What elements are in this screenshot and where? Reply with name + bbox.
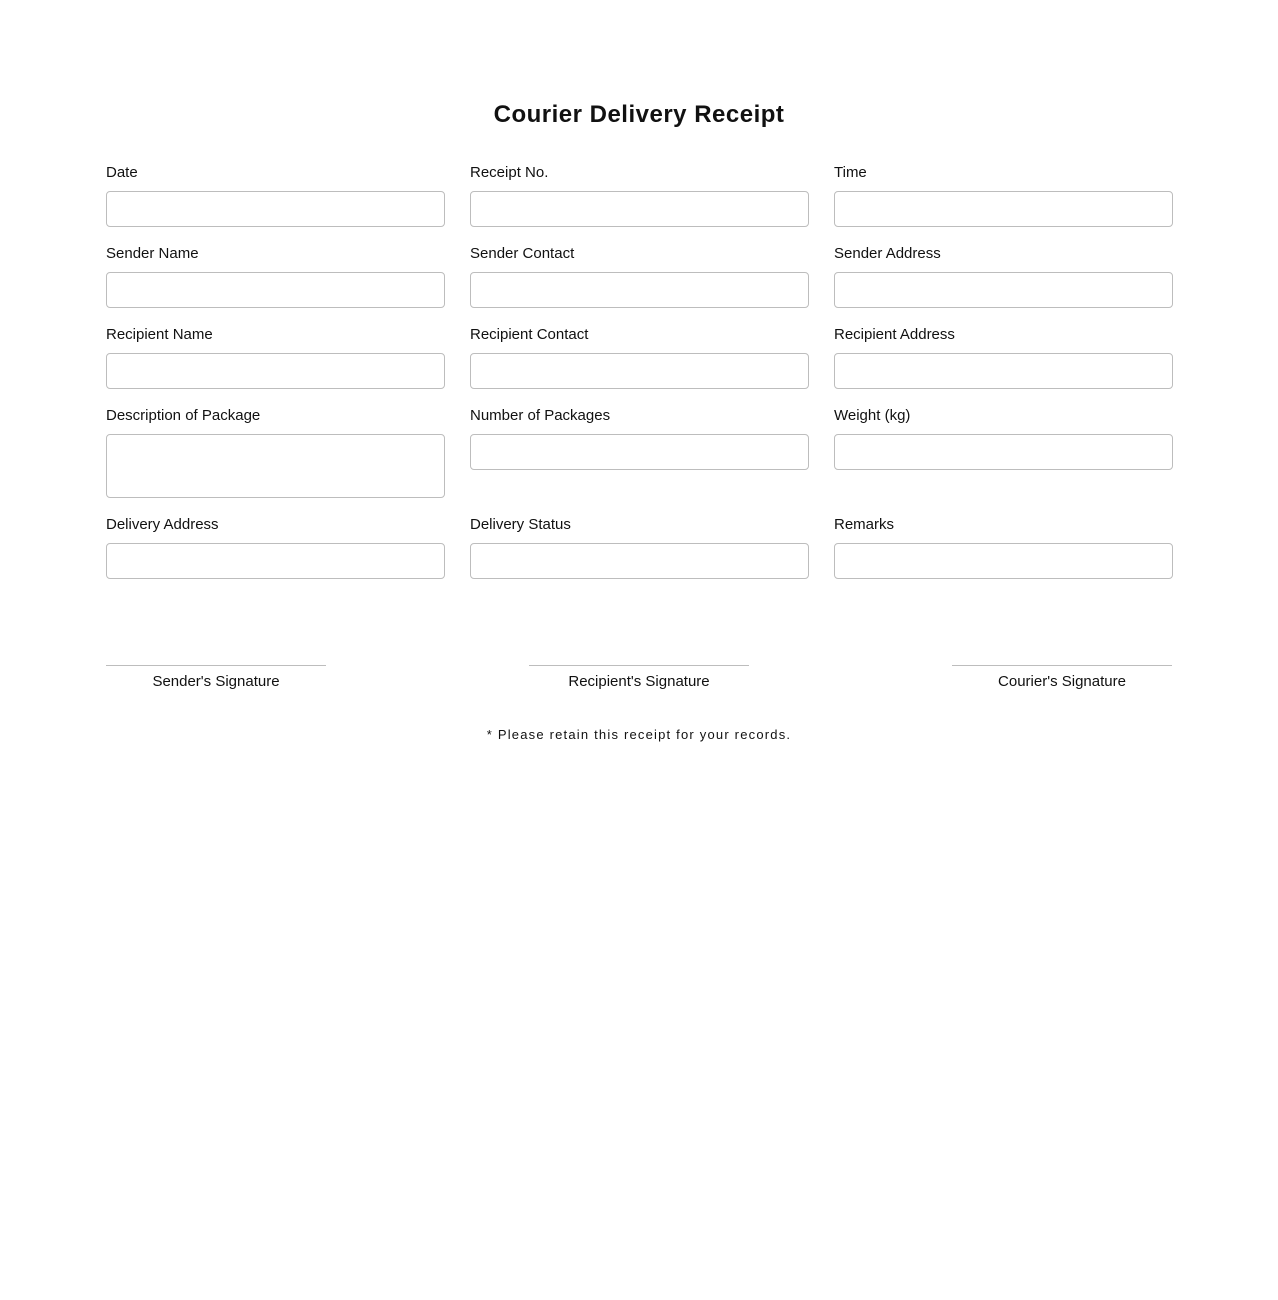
weight-field	[834, 406, 1173, 470]
recipient-contact-field	[470, 325, 809, 389]
field-label: Delivery Address	[106, 516, 219, 533]
date-input[interactable]	[106, 191, 445, 227]
delivery-address-field	[106, 515, 445, 579]
number-of-packages-input[interactable]	[470, 434, 809, 470]
field-label: Sender Address	[834, 245, 941, 262]
recipient-name-input[interactable]	[106, 353, 445, 389]
remarks-input[interactable]	[834, 543, 1173, 579]
number-of-packages-field	[470, 406, 809, 470]
remarks-field	[834, 515, 1173, 579]
time-input[interactable]	[834, 191, 1173, 227]
field-label: Sender Name	[106, 245, 199, 262]
sender-contact-input[interactable]	[470, 272, 809, 308]
delivery-status-field	[470, 515, 809, 579]
field-label: Date	[106, 164, 138, 181]
page-title: Courier Delivery Receipt	[493, 101, 785, 128]
receipt-form	[106, 163, 1172, 579]
field-label: Recipient Contact	[470, 326, 589, 343]
recipient-contact-input[interactable]	[470, 353, 809, 389]
recipient-name-field	[106, 325, 445, 389]
package-description-textarea[interactable]	[106, 434, 445, 498]
receipt-no-field	[470, 163, 809, 227]
field-label: Recipient Address	[834, 326, 955, 343]
field-label: Number of Packages	[470, 407, 611, 424]
recipient-address-input[interactable]	[834, 353, 1173, 389]
delivery-status-input[interactable]	[470, 543, 809, 579]
sender-name-field	[106, 244, 445, 308]
field-label: Recipient Name	[106, 326, 213, 343]
field-label: Time	[834, 164, 867, 181]
sender-name-input[interactable]	[106, 272, 445, 308]
field-label: Remarks	[834, 516, 895, 533]
receipt-no-input[interactable]	[470, 191, 809, 227]
weight-input[interactable]	[834, 434, 1173, 470]
sender-contact-field	[470, 244, 809, 308]
sender-signature-line: Sender's Signature	[106, 665, 326, 690]
field-label: Sender Contact	[470, 245, 575, 262]
sender-address-input[interactable]	[834, 272, 1173, 308]
delivery-address-input[interactable]	[106, 543, 445, 579]
sender-address-field	[834, 244, 1173, 308]
field-label: Delivery Status	[470, 516, 571, 533]
recipient-address-field	[834, 325, 1173, 389]
date-field	[106, 163, 445, 227]
field-label: Receipt No.	[470, 164, 549, 181]
field-label: Weight (kg)	[834, 407, 911, 424]
time-field	[834, 163, 1173, 227]
retention-note: * Please retain this receipt for your records.	[486, 727, 792, 742]
recipient-signature-line: Recipient's Signature	[529, 665, 749, 690]
field-label: Description of Package	[106, 407, 261, 424]
package-description-field	[106, 406, 445, 498]
courier-signature-line: Courier's Signature	[952, 665, 1172, 690]
